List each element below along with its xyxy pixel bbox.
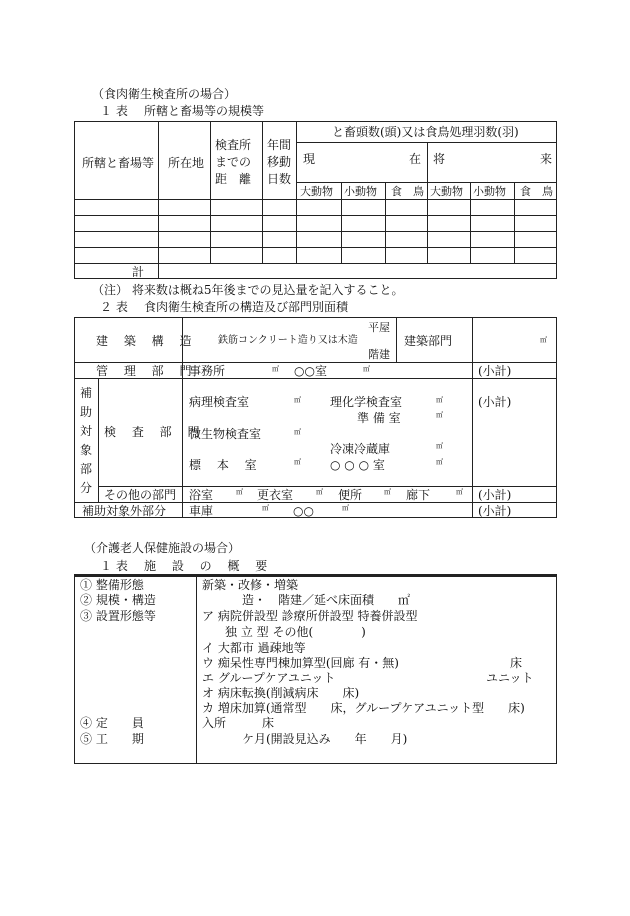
- row-bed-addition: カ 増床加算(通常型 床，グループケアユニット型 床): [202, 701, 525, 715]
- insp-specimen-unit: ㎡: [294, 458, 301, 466]
- other-toilet: 便所: [338, 488, 363, 502]
- col-distance-line2: までの: [215, 155, 252, 169]
- table2-title: 食肉衛生検査所の構造及び部門別面積: [144, 300, 349, 314]
- kaidate-label: 階建: [368, 348, 390, 361]
- row-region: イ 大都市 過疎地等: [202, 641, 306, 655]
- other-corridor-unit: ㎡: [456, 488, 463, 496]
- row-dementia: ウ 痴呆性専門棟加算型(回廊 有・無): [202, 656, 399, 670]
- row-type-b: 独 立 型 その他( ): [225, 625, 366, 639]
- current-label-a: 現: [303, 152, 316, 166]
- structure-value: 鉄筋コンクリート造り又は木造: [218, 335, 358, 346]
- other-dept-label: その他の部門: [104, 488, 177, 502]
- building-area-unit: ㎡: [540, 336, 547, 344]
- col-days-line1: 年間: [267, 138, 292, 152]
- hira-label: 平屋: [368, 321, 390, 334]
- non-subsidy-label: 補助対象外部分: [82, 504, 167, 518]
- row-type-a: ア 病院併設型 診療所併設型 特養併設型: [202, 609, 418, 623]
- admin-label: 管 理 部 門: [96, 364, 198, 378]
- label-maintenance: ① 整備形態: [80, 578, 144, 592]
- col-days-line3: 日数: [267, 172, 292, 186]
- col-days-line2: 移動: [267, 155, 292, 169]
- admin-office: 事務所: [189, 364, 226, 378]
- insp-freezer-unit: ㎡: [436, 442, 443, 450]
- inspection-subtotal: (小計): [478, 395, 512, 409]
- insp-pathology: 病理検査室: [189, 395, 250, 409]
- insp-pathology-unit: ㎡: [294, 396, 301, 404]
- label-period: ⑤ 工 期: [80, 732, 144, 746]
- other-toilet-unit: ㎡: [384, 488, 391, 496]
- sub-future-small: 小動物: [473, 185, 506, 198]
- subsidy-label: 補助対象部分: [79, 386, 92, 495]
- insp-other-room: ○ ○ ○ 室: [330, 458, 385, 472]
- table1-note: （注） 将来数は概ね5年後までの見込量を記入すること。: [92, 283, 404, 297]
- sub-current-poultry: 食 鳥: [391, 185, 424, 198]
- insp-other-room-unit: ㎡: [436, 458, 443, 466]
- other-bath: 浴室: [189, 488, 214, 502]
- table2-title-no: ２ 表: [100, 300, 128, 314]
- table1-title: 所轄と畜場等の規模等: [144, 104, 265, 118]
- future-label-b: 来: [540, 152, 553, 166]
- table1-title-no: １ 表: [100, 104, 128, 118]
- other-locker-unit: ㎡: [316, 488, 323, 496]
- col-slaughter-header: と畜頭数(頭)又は食鳥処理羽数(羽): [332, 125, 519, 139]
- row-period: ケ月(開設見込み 年 月): [242, 732, 408, 746]
- col-distance-line1: 検査所: [215, 138, 252, 152]
- inspection-label: 検 査 部 門: [104, 425, 206, 439]
- insp-chemistry-unit: ㎡: [436, 396, 443, 404]
- insp-prep-unit: ㎡: [436, 411, 443, 419]
- sub-current-small: 小動物: [344, 185, 377, 198]
- admin-subtotal: (小計): [478, 364, 512, 378]
- other-locker: 更衣室: [257, 488, 294, 502]
- sub-future-poultry: 食 鳥: [520, 185, 553, 198]
- label-capacity: ④ 定 員: [80, 716, 144, 730]
- insp-microbio: 微生物検査室: [189, 427, 262, 441]
- other-bath-unit: ㎡: [236, 488, 243, 496]
- current-label-b: 在: [409, 152, 422, 166]
- admin-office-unit: ㎡: [272, 365, 279, 373]
- admin-room-unit: ㎡: [363, 365, 370, 373]
- col-facility-header: 所轄と畜場等: [82, 156, 155, 170]
- row-dementia-unit: 床: [510, 656, 523, 670]
- col-distance-line3: 距 離: [215, 172, 252, 186]
- non-subsidy-room: ○○: [293, 504, 314, 518]
- structure-label: 建 築 構 造: [96, 334, 198, 348]
- label-scale: ② 規模・構造: [80, 593, 156, 607]
- future-label-a: 将: [433, 152, 446, 166]
- insp-microbio-unit: ㎡: [294, 428, 301, 436]
- non-subsidy-room-unit: ㎡: [342, 504, 349, 512]
- section2-heading: （介護老人保健施設の場合）: [84, 541, 241, 555]
- section1-heading: （食肉衛生検査所の場合）: [92, 87, 237, 101]
- other-subtotal: (小計): [478, 488, 512, 502]
- total-label: 計: [132, 265, 145, 279]
- row-bed-conversion: オ 病床転換(削減病床 床): [202, 686, 360, 700]
- s2-table1-title-no: １ 表: [100, 559, 128, 573]
- col-location-header: 所在地: [168, 156, 205, 170]
- sub-future-large: 大動物: [430, 185, 463, 198]
- row-capacity: 入所 床: [202, 716, 275, 730]
- row-group-care-unit: ユニット: [486, 671, 534, 685]
- s2-table1-title: 施 設 の 概 要: [144, 559, 274, 573]
- non-subsidy-garage-unit: ㎡: [262, 504, 269, 512]
- non-subsidy-garage: 車庫: [189, 504, 214, 518]
- building-dept-label: 建築部門: [404, 334, 453, 348]
- other-corridor: 廊下: [406, 488, 431, 502]
- insp-freezer: 冷凍冷蔵庫: [330, 442, 391, 456]
- row-group-care: エ グループケアユニット: [202, 671, 336, 685]
- insp-chemistry: 理化学検査室: [330, 395, 403, 409]
- insp-specimen: 標 本 室: [189, 458, 257, 472]
- row-scale: 造・ 階建／延べ床面積 ㎡: [242, 593, 411, 607]
- insp-prep: 準 備 室: [357, 411, 401, 425]
- non-subsidy-subtotal: (小計): [478, 504, 512, 518]
- sub-current-large: 大動物: [300, 185, 333, 198]
- admin-room: ○○室: [294, 364, 327, 378]
- row-maintenance: 新築・改修・増築: [202, 578, 299, 592]
- label-installation: ③ 設置形態等: [80, 609, 156, 623]
